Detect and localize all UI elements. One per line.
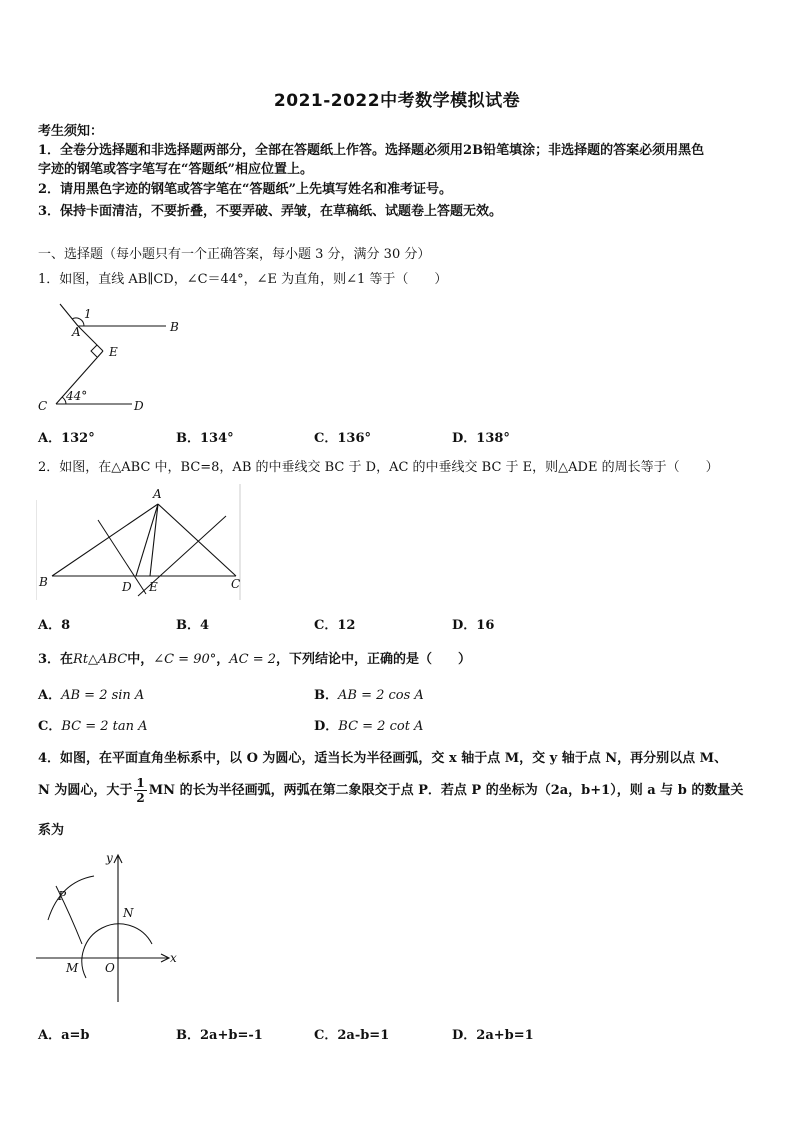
q4-line-2	[38, 776, 743, 805]
q2-option-b[interactable]: B．4	[176, 618, 210, 633]
section-heading: 一、选择题（每小题只有一个正确答案，每小题 3 分，满分 30 分）	[38, 247, 431, 262]
q2-label-d: D	[122, 580, 132, 594]
q3-option-b-letter: B．	[314, 688, 338, 703]
q2-label-a: A	[153, 487, 162, 501]
q2-label-b: B	[39, 575, 48, 589]
q2-side-ac	[158, 504, 236, 576]
q3-option-a-expr: AB = 2 sin A	[61, 688, 145, 703]
q4-label-x: x	[170, 951, 177, 965]
q4-label-p: P	[58, 889, 67, 903]
q4-fraction-num: 1	[136, 776, 145, 790]
notice-heading: 考生须知：	[38, 124, 104, 139]
q2-label-e: E	[149, 580, 158, 594]
q1-label-c: C	[38, 399, 48, 413]
q1-stem: 1．如图，直线 AB∥CD，∠C＝44°，∠E 为直角，则∠1 等于（ ）	[38, 272, 448, 287]
q3-option-c[interactable]	[38, 717, 148, 736]
q1-line-ae	[78, 326, 103, 351]
q4-fraction	[134, 776, 146, 805]
q3-stem-suffix: ，下列结论中，正确的是（ ）	[276, 652, 472, 667]
q3-sep: ，	[216, 652, 230, 667]
q4-option-a[interactable]: A．a=b	[38, 1028, 90, 1043]
q4-label-y: y	[106, 851, 113, 865]
q2-figure	[36, 484, 246, 600]
q3-stem	[38, 650, 471, 669]
q2-segment-ad	[136, 504, 158, 576]
notice-line-2: 字迹的钢笔或答字笔写在“答题纸”相应位置上。	[38, 162, 313, 177]
q4-label-o: O	[105, 961, 115, 975]
q4-line-2-prefix: N 为圆心，大于	[38, 783, 133, 798]
q1-option-a[interactable]: A．132°	[38, 431, 95, 446]
q3-stem-prefix: 3．在	[38, 652, 74, 667]
q4-line-2-suffix: MN 的长为半径画弧，两弧在第二象限交于点 P．若点 P 的坐标为（2a，b+1），则 a 与 b 的数量关	[148, 783, 744, 798]
q1-label-e: E	[109, 345, 118, 359]
q4-figure	[36, 848, 186, 1004]
q3-option-a[interactable]	[38, 686, 144, 705]
exam-title: 2021-2022中考数学模拟试卷	[273, 91, 521, 111]
q4-option-b[interactable]: B．2a+b=-1	[176, 1028, 263, 1043]
q2-segment-ae	[150, 504, 158, 576]
q4-arc-center-o	[82, 924, 152, 978]
q1-label-d: D	[134, 399, 144, 413]
notice-line-1: 1．全卷分选择题和非选择题两部分，全部在答题纸上作答。选择题必须用2B铅笔填涂；非选择题的答案必须用黑色	[38, 143, 705, 158]
q3-option-c-expr: BC = 2 tan A	[61, 719, 148, 734]
q3-stem-mid: 中，	[127, 652, 154, 667]
q4-fraction-den: 2	[136, 791, 145, 805]
q2-side-ab	[52, 504, 158, 576]
q3-angle-expr: ∠C = 90°	[153, 652, 217, 667]
q3-option-b-expr: AB = 2 cos A	[338, 688, 424, 703]
q4-arc-center-n	[48, 876, 94, 920]
q2-option-a[interactable]: A．8	[38, 618, 71, 633]
q3-option-a-letter: A．	[38, 688, 62, 703]
q2-stem: 2．如图，在△ABC 中，BC=8，AB 的中垂线交 BC 于 D，AC 的中垂线交 BC 于 E，则△ADE 的周长等于（ ）	[38, 460, 719, 475]
q2-option-c[interactable]: C．12	[314, 618, 356, 633]
q4-label-m: M	[66, 961, 79, 975]
q1-label-a: A	[72, 325, 81, 339]
q4-line-1: 4．如图，在平面直角坐标系中，以 O 为圆心，适当长为半径画弧，交 x 轴于点 M，交 y 轴于点 N，再分别以点 M、	[38, 751, 728, 766]
q3-option-d-expr: BC = 2 cot A	[338, 719, 424, 734]
q2-option-d[interactable]: D．16	[452, 618, 495, 633]
q1-option-b[interactable]: B．134°	[176, 431, 234, 446]
q2-label-c: C	[231, 577, 241, 591]
q1-figure	[36, 296, 196, 418]
q3-option-c-letter: C．	[38, 719, 62, 734]
q3-option-d-letter: D．	[314, 719, 339, 734]
q4-line-3: 系为	[38, 823, 65, 838]
q1-right-angle-mark	[91, 345, 97, 357]
q3-option-b[interactable]	[314, 686, 424, 705]
q1-label-44: 44°	[66, 389, 88, 403]
q4-option-c[interactable]: C．2a-b=1	[314, 1028, 390, 1043]
q3-ac-expr: AC = 2	[229, 652, 277, 667]
q1-option-d[interactable]: D．138°	[452, 431, 510, 446]
q3-rt-label: Rt△ABC	[73, 652, 128, 667]
q1-option-c[interactable]: C．136°	[314, 431, 371, 446]
notice-line-4: 3．保持卡面清洁，不要折叠，不要弄破、弄皱，在草稿纸、试题卷上答题无效。	[38, 204, 503, 219]
q1-line-upper-ray	[60, 304, 78, 326]
q1-label-1: 1	[84, 307, 92, 321]
q3-option-d[interactable]	[314, 717, 423, 736]
q4-option-d[interactable]: D．2a+b=1	[452, 1028, 534, 1043]
q1-label-b: B	[170, 320, 179, 334]
notice-line-3: 2．请用黑色字迹的钢笔或答字笔在“答题纸”上先填写姓名和准考证号。	[38, 182, 453, 197]
q4-label-n: N	[123, 906, 134, 920]
